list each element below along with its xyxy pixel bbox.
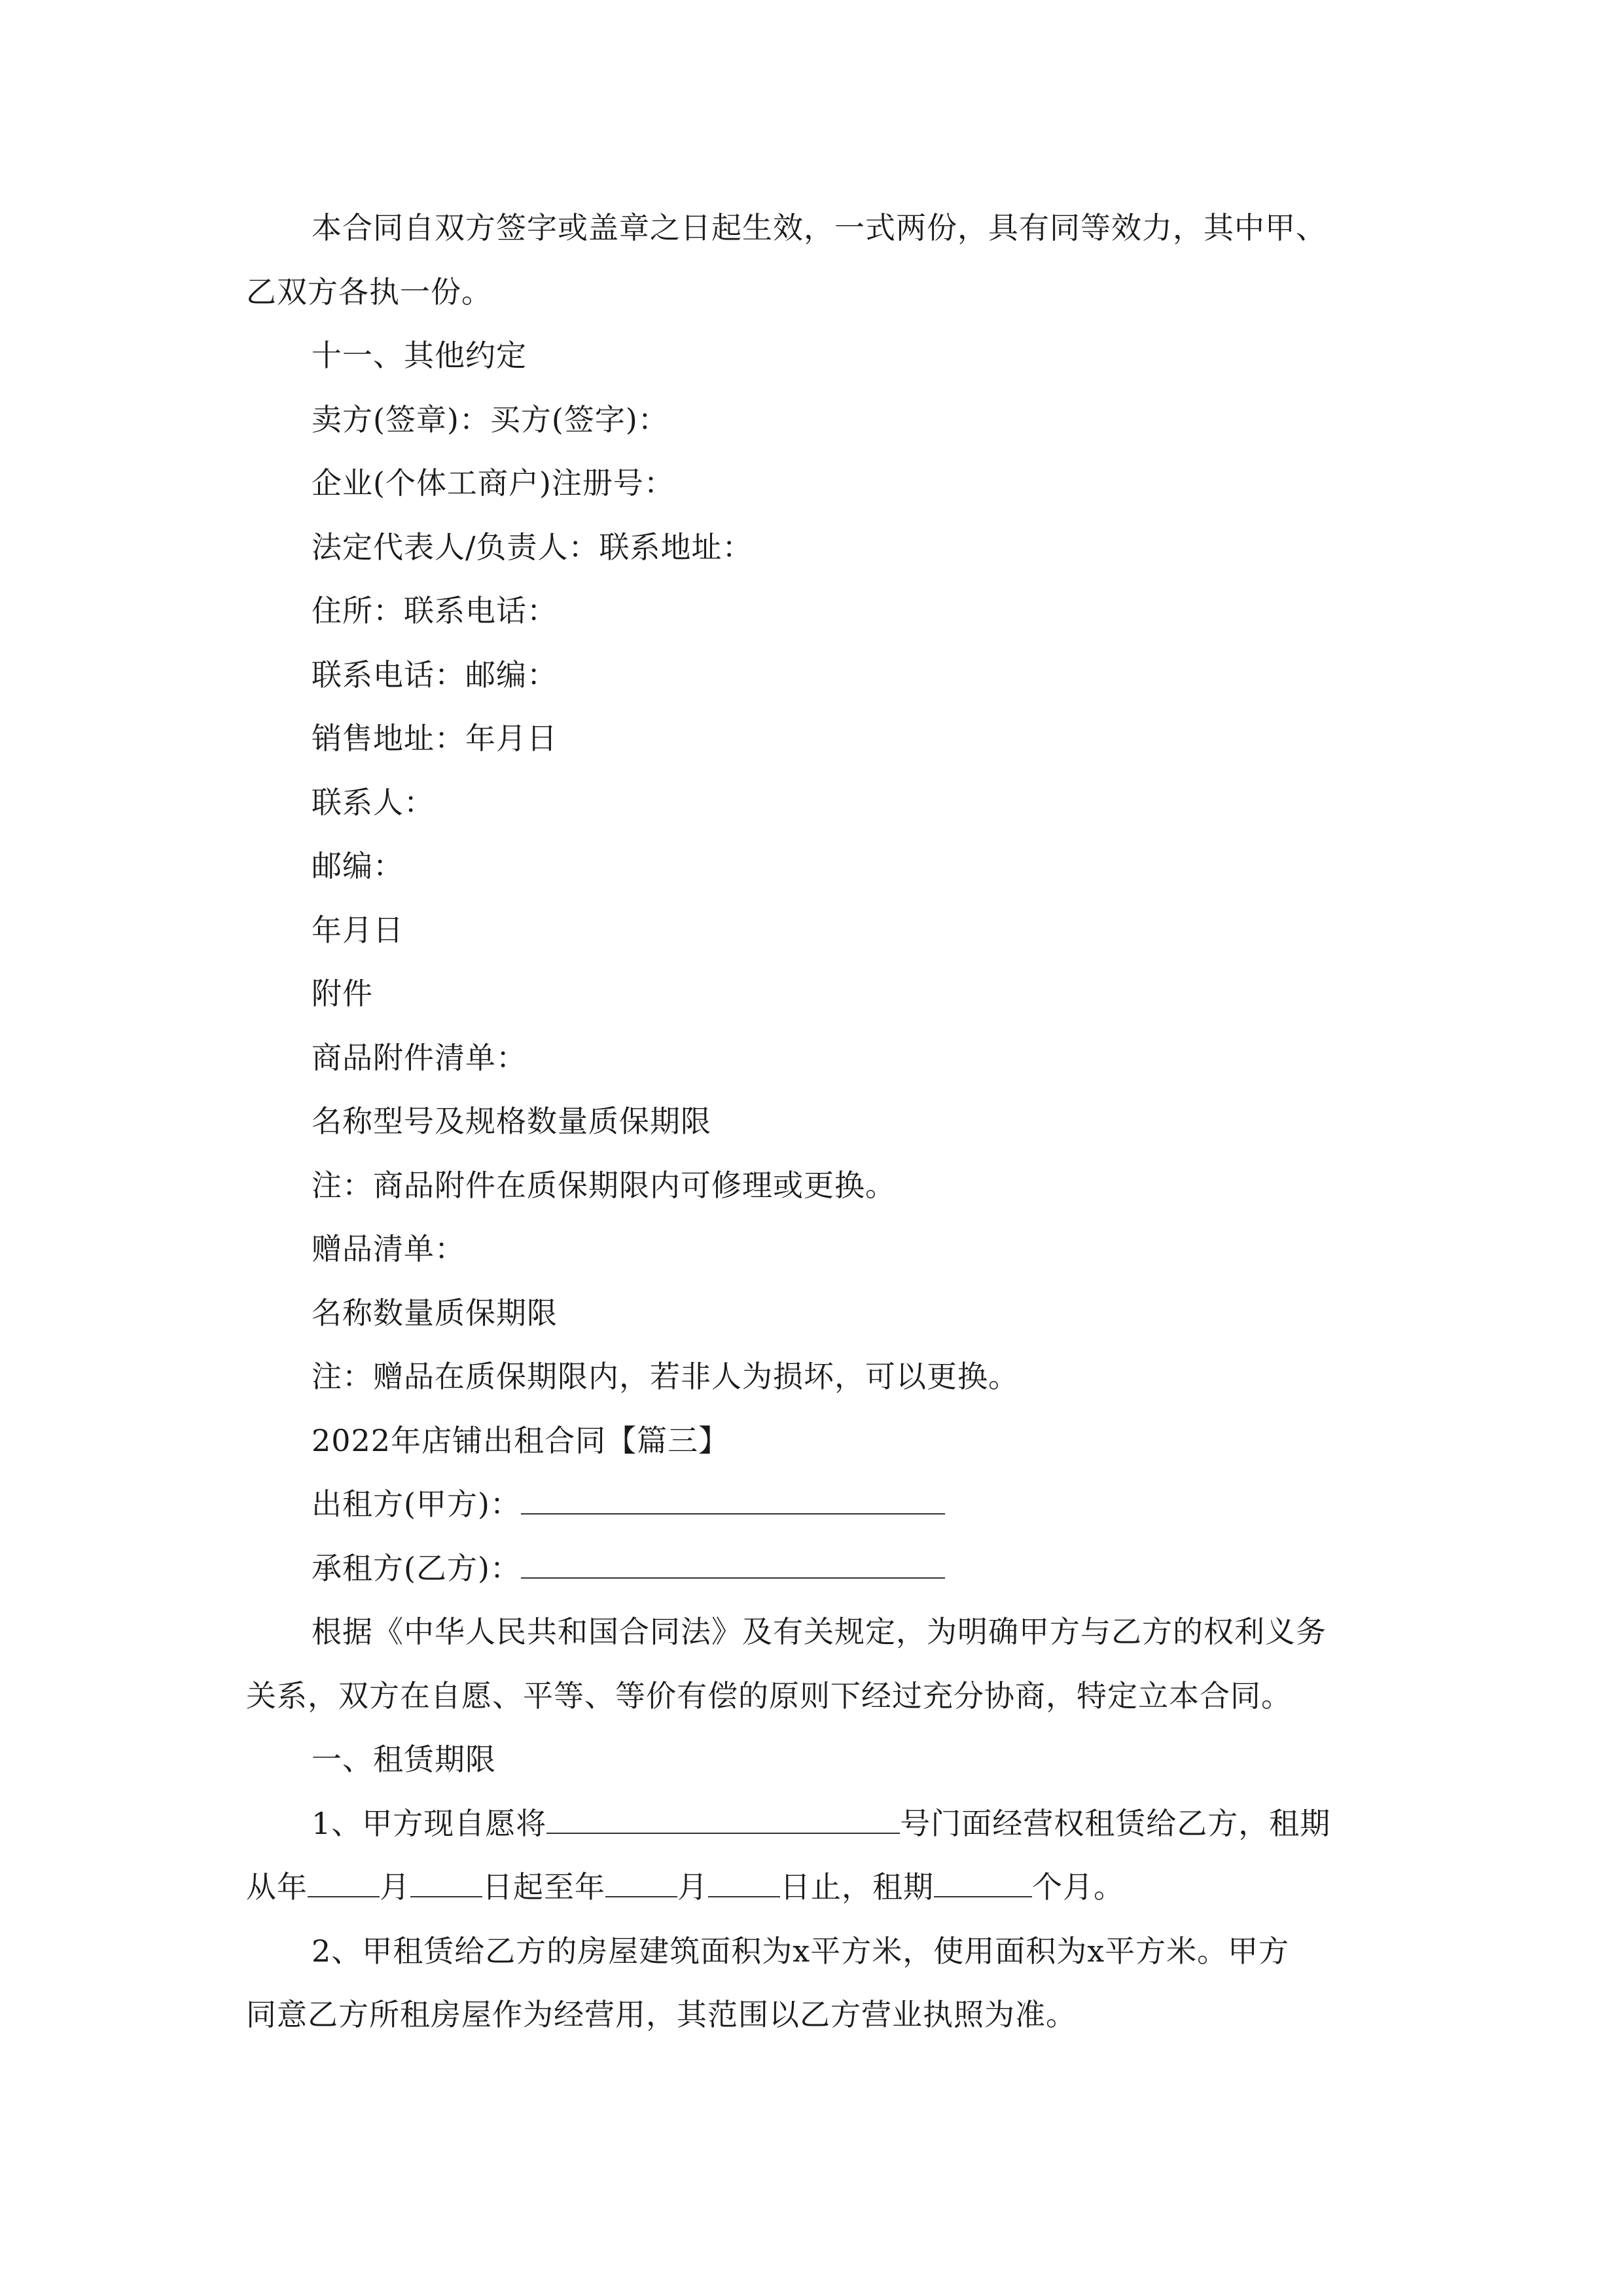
storefront-number-blank [546, 1804, 900, 1834]
field-registration-number: 企业(个体工商户)注册号： [312, 465, 675, 501]
paragraph-effective-clause: 本合同自双方签字或盖章之日起生效，一式两份，具有同等效力，其中甲、 [312, 210, 1327, 245]
lessee-blank-line [521, 1549, 945, 1579]
end-day-blank [708, 1867, 780, 1897]
gift-list-columns: 名称数量质保期限 [312, 1295, 558, 1331]
accessory-list-columns: 名称型号及规格数量质保期限 [312, 1103, 711, 1139]
clause-2-line-2: 同意乙方所租房屋作为经营用，其范围以乙方营业执照为准。 [246, 1997, 1077, 2032]
field-contact-person: 联系人： [312, 785, 435, 820]
field-lessee-label: 承租方(乙方)： [312, 1551, 521, 1586]
accessory-note: 注：商品附件在质保期限内可修理或更换。 [312, 1168, 896, 1203]
paragraph-effective-clause-cont: 乙双方各执一份。 [246, 274, 492, 310]
signature-seller-buyer: 卖方(签章)：买方(签字)： [312, 402, 669, 437]
paragraph-legal-basis-cont: 关系，双方在自愿、平等、等价有偿的原则下经过充分协商，特定立本合同。 [246, 1678, 1292, 1713]
field-phone-postcode: 联系电话：邮编： [312, 657, 558, 692]
clause-1-line-2 [246, 1867, 1124, 1907]
lease-months-blank [934, 1867, 1032, 1897]
section-heading-lease-term: 一、租赁期限 [312, 1742, 496, 1777]
field-address-phone: 住所：联系电话： [312, 593, 558, 628]
field-sales-address-date: 销售地址：年月日 [312, 721, 558, 756]
paragraph-legal-basis: 根据《中华人民共和国合同法》及有关规定，为明确甲方与乙方的权利义务 [312, 1614, 1327, 1649]
heading-accessory-list: 商品附件清单： [312, 1040, 527, 1075]
start-day-blank [410, 1867, 482, 1897]
clause-1-text-h: 个月。 [1032, 1869, 1124, 1905]
clause-1-text-a: 1、甲方现自愿将 [312, 1806, 547, 1841]
start-month-blank [308, 1867, 380, 1897]
end-month-blank [605, 1867, 677, 1897]
field-lessor-label: 出租方(甲方)： [312, 1486, 521, 1522]
field-postcode: 邮编： [312, 848, 404, 884]
clause-1-text-c: 从年 [246, 1869, 308, 1905]
clause-1-text-f: 月 [677, 1869, 708, 1905]
clause-1-text-b: 号门面经营权租赁给乙方，租期 [900, 1806, 1331, 1841]
field-lessor [312, 1484, 945, 1524]
contract-title-part-three: 2022年店铺出租合同【篇三】 [312, 1423, 730, 1458]
clause-1-text-e: 日起至年 [482, 1869, 605, 1905]
clause-2-line-1: 2、甲租赁给乙方的房屋建筑面积为x平方米，使用面积为x平方米。甲方 [312, 1933, 1290, 1969]
clause-1-text-g: 日止，租期 [780, 1869, 934, 1905]
heading-attachment: 附件 [312, 976, 373, 1011]
field-lessee [312, 1549, 945, 1588]
section-heading-other-agreements: 十一、其他约定 [312, 338, 527, 373]
clause-1-text-d: 月 [380, 1869, 410, 1905]
gift-note: 注：赠品在质保期限内，若非人为损坏，可以更换。 [312, 1359, 1019, 1394]
clause-1-line-1 [312, 1804, 1330, 1843]
heading-gift-list: 赠品清单： [312, 1231, 465, 1266]
field-date: 年月日 [312, 912, 404, 948]
lessor-blank-line [521, 1484, 945, 1515]
field-legal-representative: 法定代表人/负责人：联系地址： [312, 529, 753, 565]
